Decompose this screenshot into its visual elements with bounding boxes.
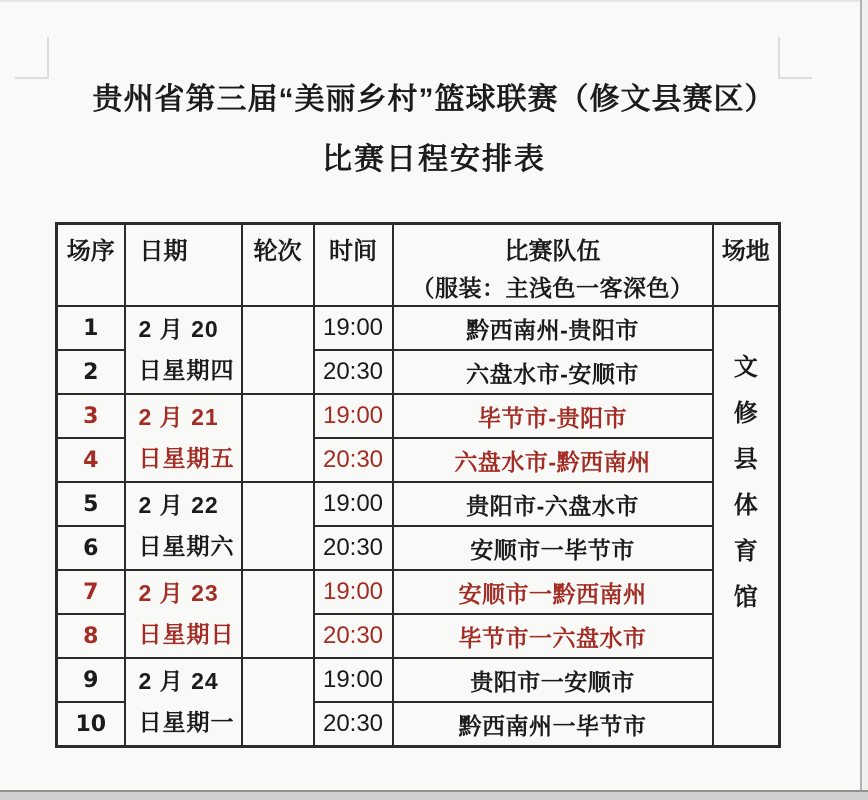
schedule-body xyxy=(57,306,780,747)
table-header-row xyxy=(57,224,780,307)
date-line-2: 日星期日 xyxy=(138,621,235,647)
time-cell: 19:00 xyxy=(314,394,393,438)
seq-cell: 5 xyxy=(57,482,125,526)
teams-cell: 贵阳市一安顺市 xyxy=(393,658,713,702)
teams-cell: 毕节市-贵阳市 xyxy=(393,394,713,438)
date-line-1: 2 月 20 xyxy=(138,316,219,342)
seq-cell: 1 xyxy=(57,306,125,350)
round-cell xyxy=(242,658,314,747)
date-line-1: 2 月 24 xyxy=(138,668,219,694)
round-cell xyxy=(242,570,314,658)
time-cell: 20:30 xyxy=(314,702,393,747)
time-cell: 20:30 xyxy=(314,350,393,394)
round-cell xyxy=(242,394,314,482)
time-cell: 20:30 xyxy=(314,526,393,570)
date-line-2: 日星期六 xyxy=(138,533,235,559)
seq-cell: 7 xyxy=(57,570,125,614)
date-line-2: 日星期一 xyxy=(138,709,235,735)
header-venue: 场地 xyxy=(713,224,780,307)
match-row xyxy=(57,482,780,526)
page-margin-mark-left xyxy=(15,37,49,79)
teams-cell: 黔西南州-贵阳市 xyxy=(393,306,713,350)
date-cell xyxy=(125,394,242,482)
header-seq: 场序 xyxy=(57,224,125,307)
page-top-edge xyxy=(0,0,868,2)
teams-cell: 六盘水市-安顺市 xyxy=(393,350,713,394)
date-line-1: 2 月 23 xyxy=(138,580,219,606)
date-cell xyxy=(125,306,242,394)
venue-line: 县体 xyxy=(733,446,767,519)
time-cell: 20:30 xyxy=(314,614,393,658)
date-line-2: 日星期五 xyxy=(138,445,235,471)
seq-cell: 3 xyxy=(57,394,125,438)
date-cell xyxy=(125,658,242,747)
page-right-edge xyxy=(860,0,868,800)
seq-cell: 4 xyxy=(57,438,125,482)
header-teams xyxy=(393,224,713,307)
venue-cell xyxy=(713,306,780,747)
title-line-1: 贵州省第三届“美丽乡村”篮球联赛（修文县赛区） xyxy=(92,83,776,116)
match-row xyxy=(57,306,780,350)
time-cell: 19:00 xyxy=(314,306,393,350)
schedule-table xyxy=(55,222,781,748)
date-cell xyxy=(125,570,242,658)
title-line-2: 比赛日程安排表 xyxy=(322,143,546,176)
match-row xyxy=(57,394,780,438)
venue-line: 文修 xyxy=(733,354,767,427)
time-cell: 19:00 xyxy=(314,482,393,526)
seq-cell: 6 xyxy=(57,526,125,570)
match-row xyxy=(57,658,780,702)
page-bottom-edge xyxy=(0,790,868,800)
seq-cell: 8 xyxy=(57,614,125,658)
time-cell: 20:30 xyxy=(314,438,393,482)
header-date: 日期 xyxy=(125,224,242,307)
time-cell: 19:00 xyxy=(314,658,393,702)
header-time: 时间 xyxy=(314,224,393,307)
document-title xyxy=(0,82,868,178)
round-cell xyxy=(242,482,314,570)
date-cell xyxy=(125,482,242,570)
header-round: 轮次 xyxy=(242,224,314,307)
header-teams-title: 比赛队伍 xyxy=(504,238,601,265)
teams-cell: 毕节市一六盘水市 xyxy=(393,614,713,658)
seq-cell: 9 xyxy=(57,658,125,702)
teams-cell: 安顺市一毕节市 xyxy=(393,526,713,570)
teams-cell: 黔西南州一毕节市 xyxy=(393,702,713,747)
venue-line: 育馆 xyxy=(733,538,767,611)
teams-cell: 安顺市一黔西南州 xyxy=(393,570,713,614)
venue-text xyxy=(714,307,779,621)
page-margin-mark-right xyxy=(778,37,812,79)
teams-cell: 贵阳市-六盘水市 xyxy=(393,482,713,526)
teams-cell: 六盘水市-黔西南州 xyxy=(393,438,713,482)
time-cell: 19:00 xyxy=(314,570,393,614)
seq-cell: 10 xyxy=(57,702,125,747)
date-line-2: 日星期四 xyxy=(138,357,235,383)
match-row xyxy=(57,570,780,614)
date-line-1: 2 月 21 xyxy=(138,404,219,430)
seq-cell: 2 xyxy=(57,350,125,394)
round-cell xyxy=(242,306,314,394)
date-line-1: 2 月 22 xyxy=(138,492,219,518)
header-teams-uniform-note: （服装：主浅色一客深色） xyxy=(411,275,694,301)
